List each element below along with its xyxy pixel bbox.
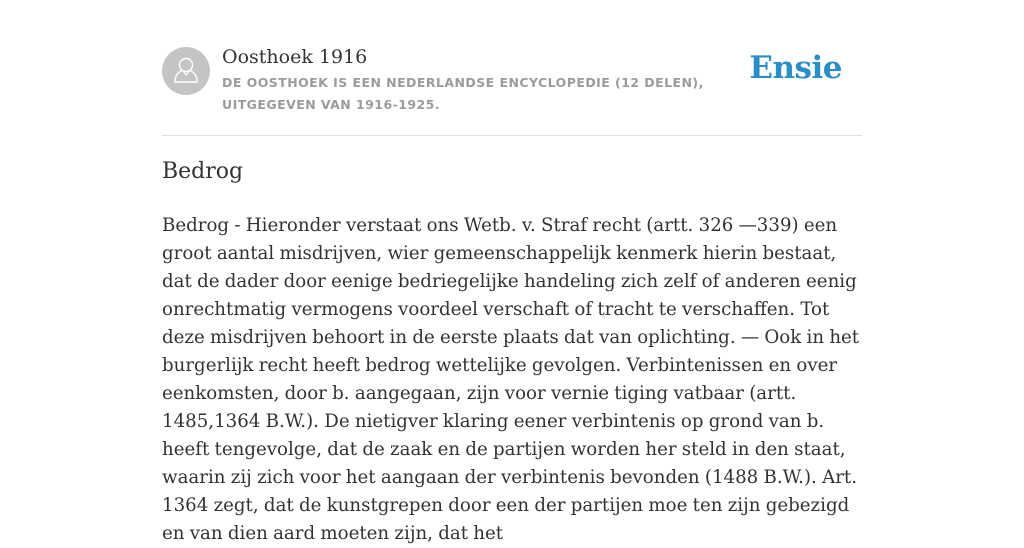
ensie-logo[interactable]: Ensie: [749, 50, 842, 86]
article-body: Bedrog - Hieronder verstaat ons Wetb. v. Straf recht (artt. 326 —339) een groot aantal misdrijven, wier gemeenschappelijk kenmerk hierin bestaat, dat de dader door eenige bedriegelijke handeling zich zelf of anderen eenig onrechtmatig vermogens voordeel verschaft of tracht te verschaffen. Tot deze misdrijven behoort in de eerste plaats dat van oplichting. — Ook in het burgerlijk recht heeft bedrog wettelijke gevolgen. Verbintenissen en over eenkomsten, door b. aangegaan, zijn voor vernie tiging vatbaar (artt. 1485,1364 B.W.). De nietigver klaring eener verbintenis op grond van b. heeft tengevolge, dat de zaak en de partijen worden her steld in den staat, waarin zij zich voor het aangaan der verbintenis bevonden (1488 B.W.). Art. 1364 zegt, dat de kunstgrepen door een der partijen moe ten zijn gebezigd en van dien aard moeten zijn, dat het: [162, 215, 860, 544]
source-description: DE OOSTHOEK IS EEN NEDERLANDSE ENCYCLOPEDIE (12 DELEN), UITGEGEVEN VAN 1916-1925.: [222, 75, 704, 112]
user-silhouette-icon[interactable]: [162, 47, 210, 95]
article-title: Bedrog: [162, 159, 244, 184]
source-header: [162, 46, 862, 116]
header-divider: [162, 135, 862, 136]
source-title-link[interactable]: Oosthoek 1916: [222, 46, 368, 68]
